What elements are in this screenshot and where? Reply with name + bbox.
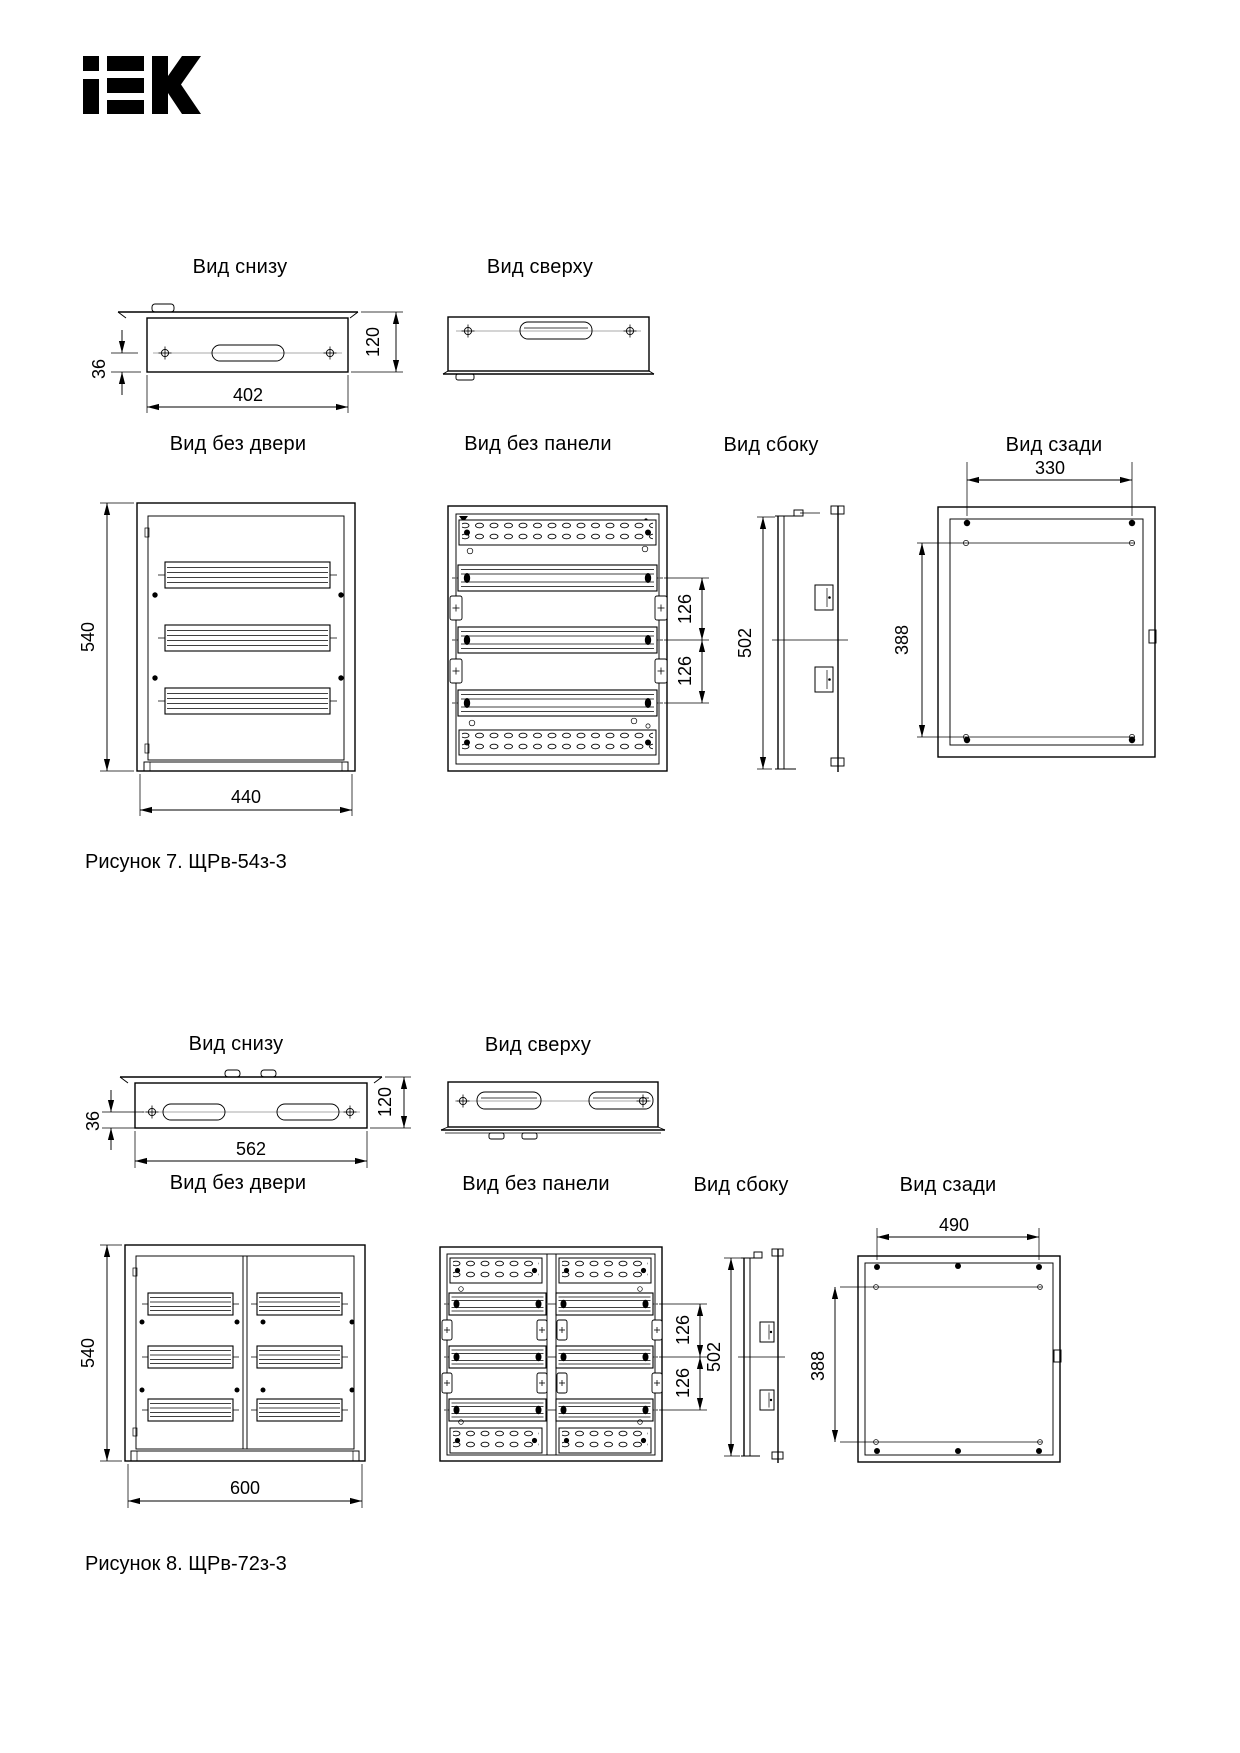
fig7-dim-rail-pitch <box>664 578 709 703</box>
fig8-dim-width <box>135 1131 367 1168</box>
fig8-dim-562-label: 562 <box>235 1139 267 1159</box>
fig7-side-view <box>735 506 848 772</box>
fig8-dim-front-height <box>78 1245 122 1461</box>
fig7-back-view-title: Вид сзади <box>1005 434 1103 456</box>
fig8-top-view <box>441 1082 665 1139</box>
fig7-bottom-view <box>89 304 403 413</box>
fig7-top-view-title: Вид сверху <box>486 256 594 278</box>
fig8-dim-540-label: 540 <box>78 1337 98 1369</box>
fig7-front-view-title: Вид без двери <box>169 433 307 455</box>
fig8-dim-120-label: 120 <box>375 1086 395 1118</box>
fig8-dim-mount-height <box>808 1287 835 1442</box>
fig7-dim-440-label: 440 <box>230 787 262 807</box>
fig7-top-view <box>443 317 654 380</box>
fig8-dim-front-width <box>128 1464 362 1508</box>
fig8-back-view-title: Вид сзади <box>899 1174 997 1196</box>
fig7-dim-126-label-1: 126 <box>675 593 695 625</box>
fig8-bottom-view-title: Вид снизу <box>188 1033 284 1055</box>
fig8-side-view <box>704 1249 785 1463</box>
fig8-front-view-title: Вид без двери <box>169 1172 307 1194</box>
fig7-side-view-title: Вид сбоку <box>723 434 819 456</box>
fig7-dim-mount-height <box>892 543 922 737</box>
fig8-dim-126-label-2: 126 <box>673 1367 693 1399</box>
fig7-dim-width <box>147 375 348 413</box>
fig8-back-view <box>808 1215 1061 1462</box>
fig8-bottom-view <box>83 1070 411 1168</box>
fig7-front-view <box>78 503 355 816</box>
fig7-drawing <box>78 304 1156 816</box>
fig7-dim-402-label: 402 <box>232 385 264 405</box>
fig7-panel-view-title: Вид без панели <box>464 433 612 455</box>
fig7-dim-502-label: 502 <box>735 627 755 659</box>
fig8-panel-view-title: Вид без панели <box>462 1173 610 1195</box>
fig8-panel-view <box>440 1247 707 1461</box>
fig8-dim-126-label-1: 126 <box>673 1314 693 1346</box>
fig7-dim-front-height <box>78 503 134 771</box>
fig7-dim-36-label: 36 <box>89 358 109 380</box>
fig7-panel-view <box>448 506 709 771</box>
fig8-dim-388-label: 388 <box>808 1350 828 1382</box>
fig8-front-view <box>78 1245 365 1508</box>
fig8-dim-600-label: 600 <box>229 1478 261 1498</box>
fig7-dim-126-label-2: 126 <box>675 655 695 687</box>
fig7-dim-540-label: 540 <box>78 621 98 653</box>
fig8-dim-36-label: 36 <box>83 1110 103 1132</box>
fig8-caption: Рисунок 8. ЩРв-72з-3 <box>85 1553 287 1575</box>
fig7-back-view <box>892 458 1156 757</box>
fig7-dim-hole-offset <box>89 330 141 395</box>
fig7-dim-330-label: 330 <box>1034 458 1066 478</box>
fig7-dim-388-label: 388 <box>892 624 912 656</box>
fig7-bottom-view-title: Вид снизу <box>192 256 288 278</box>
fig7-dim-side-height <box>735 517 775 769</box>
fig8-dim-490-label: 490 <box>938 1215 970 1235</box>
fig8-dim-502-label: 502 <box>704 1341 724 1373</box>
fig8-drawing <box>78 1070 1061 1508</box>
fig7-dim-front-width <box>140 774 352 816</box>
fig7-dim-depth <box>351 312 403 372</box>
fig8-side-view-title: Вид сбоку <box>693 1174 789 1196</box>
fig8-dim-mount-width <box>877 1215 1039 1260</box>
fig7-dim-120-label: 120 <box>363 326 383 358</box>
fig7-caption: Рисунок 7. ЩРв-54з-3 <box>85 851 287 873</box>
fig8-dim-side-height <box>704 1258 741 1456</box>
fig8-top-view-title: Вид сверху <box>484 1034 592 1056</box>
fig8-dim-depth <box>370 1077 411 1128</box>
fig8-dim-rail-pitch <box>659 1304 707 1410</box>
